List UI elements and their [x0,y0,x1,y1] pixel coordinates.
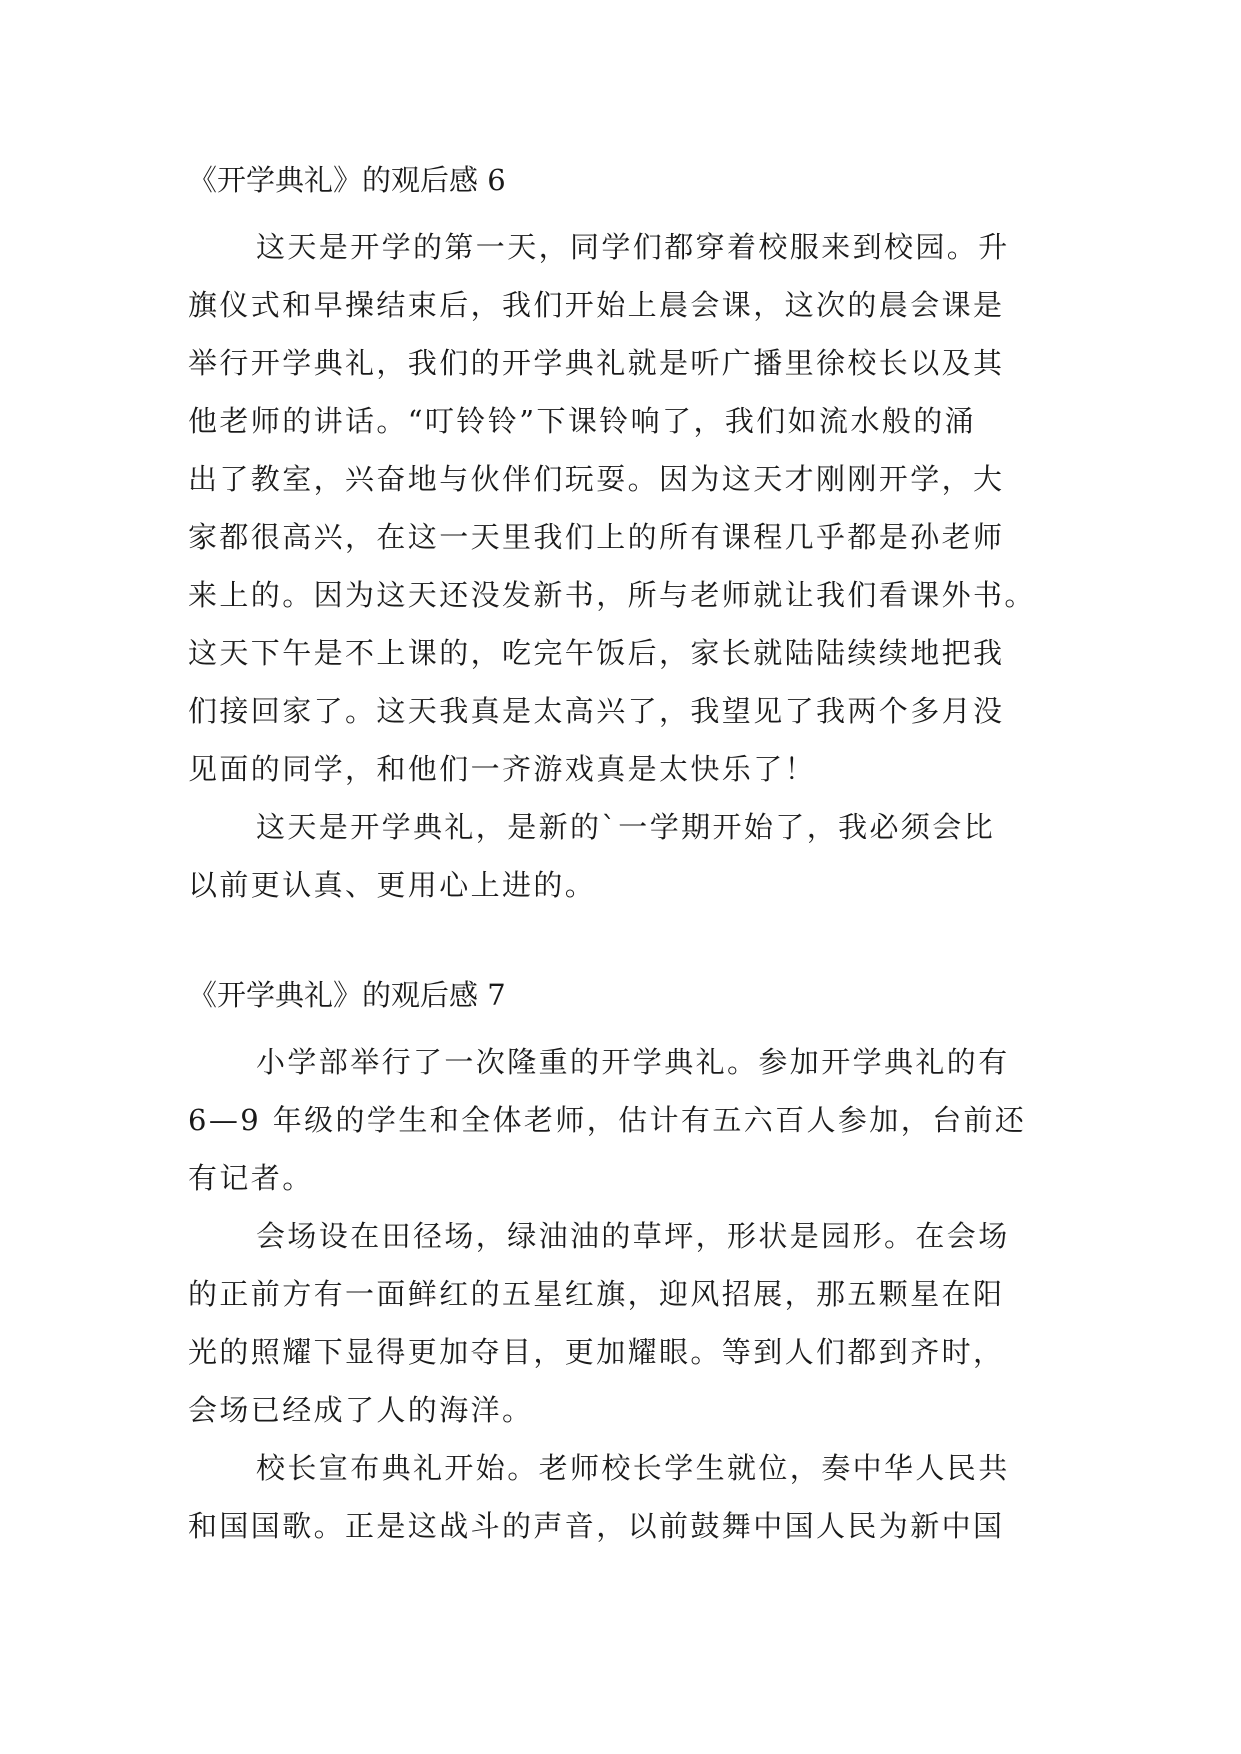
text-line: 出了教室，兴奋地与伙伴们玩耍。因为这天才刚刚开学，大 [188,462,1005,496]
text-line: 6—9 年级的学生和全体老师，估计有五六百人参加，台前还 [188,1103,1027,1137]
text-line: 和国国歌。正是这战斗的声音，以前鼓舞中国人民为新中国 [188,1509,1005,1543]
text-line: 们接回家了。这天我真是太高兴了，我望见了我两个多月没 [188,694,1005,728]
section-heading: 《开学典礼》的观后感 7 [188,978,506,1012]
text-line: 见面的同学，和他们一齐游戏真是太快乐了！ [188,752,817,786]
text-line: 来上的。因为这天还没发新书，所与老师就让我们看课外书。 [188,578,1036,612]
text-line: 这天是开学典礼，是新的`一学期开始了，我必须会比 [256,810,996,844]
text-line: 以前更认真、更用心上进的。 [188,868,597,902]
section-heading: 《开学典礼》的观后感 6 [188,163,506,197]
text-line: 会场设在田径场，绿油油的草坪，形状是园形。在会场 [256,1219,1010,1253]
paragraph [188,1033,1050,1207]
paragraph [188,1207,1050,1439]
text-line: 举行开学典礼，我们的开学典礼就是听广播里徐校长以及其 [188,346,1005,380]
text-line: 的正前方有一面鲜红的五星红旗，迎风招展，那五颗星在阳 [188,1277,1005,1311]
paragraph [188,1439,1050,1555]
text-line: 会场已经成了人的海洋。 [188,1393,534,1427]
text-line: 家都很高兴，在这一天里我们上的所有课程几乎都是孙老师 [188,520,1005,554]
text-line: 旗仪式和早操结束后，我们开始上晨会课，这次的晨会课是 [188,288,1005,322]
text-line: 光的照耀下显得更加夺目，更加耀眼。等到人们都到齐时， [188,1335,1005,1369]
paragraph [188,218,1050,798]
text-line: 小学部举行了一次隆重的开学典礼。参加开学典礼的有 [256,1045,1010,1079]
essay-section-7 [188,975,1050,1555]
text-line: 有记者。 [188,1161,314,1195]
essay-section-6 [188,160,1050,914]
text-line: 校长宣布典礼开始。老师校长学生就位，奏中华人民共 [256,1451,1010,1485]
text-line: 这天是开学的第一天，同学们都穿着校服来到校园。升 [256,230,1010,264]
text-line: 他老师的讲话。“叮铃铃”下课铃响了，我们如流水般的涌 [188,404,977,438]
paragraph [188,798,1050,914]
text-line: 这天下午是不上课的，吃完午饭后，家长就陆陆续续地把我 [188,636,1005,670]
